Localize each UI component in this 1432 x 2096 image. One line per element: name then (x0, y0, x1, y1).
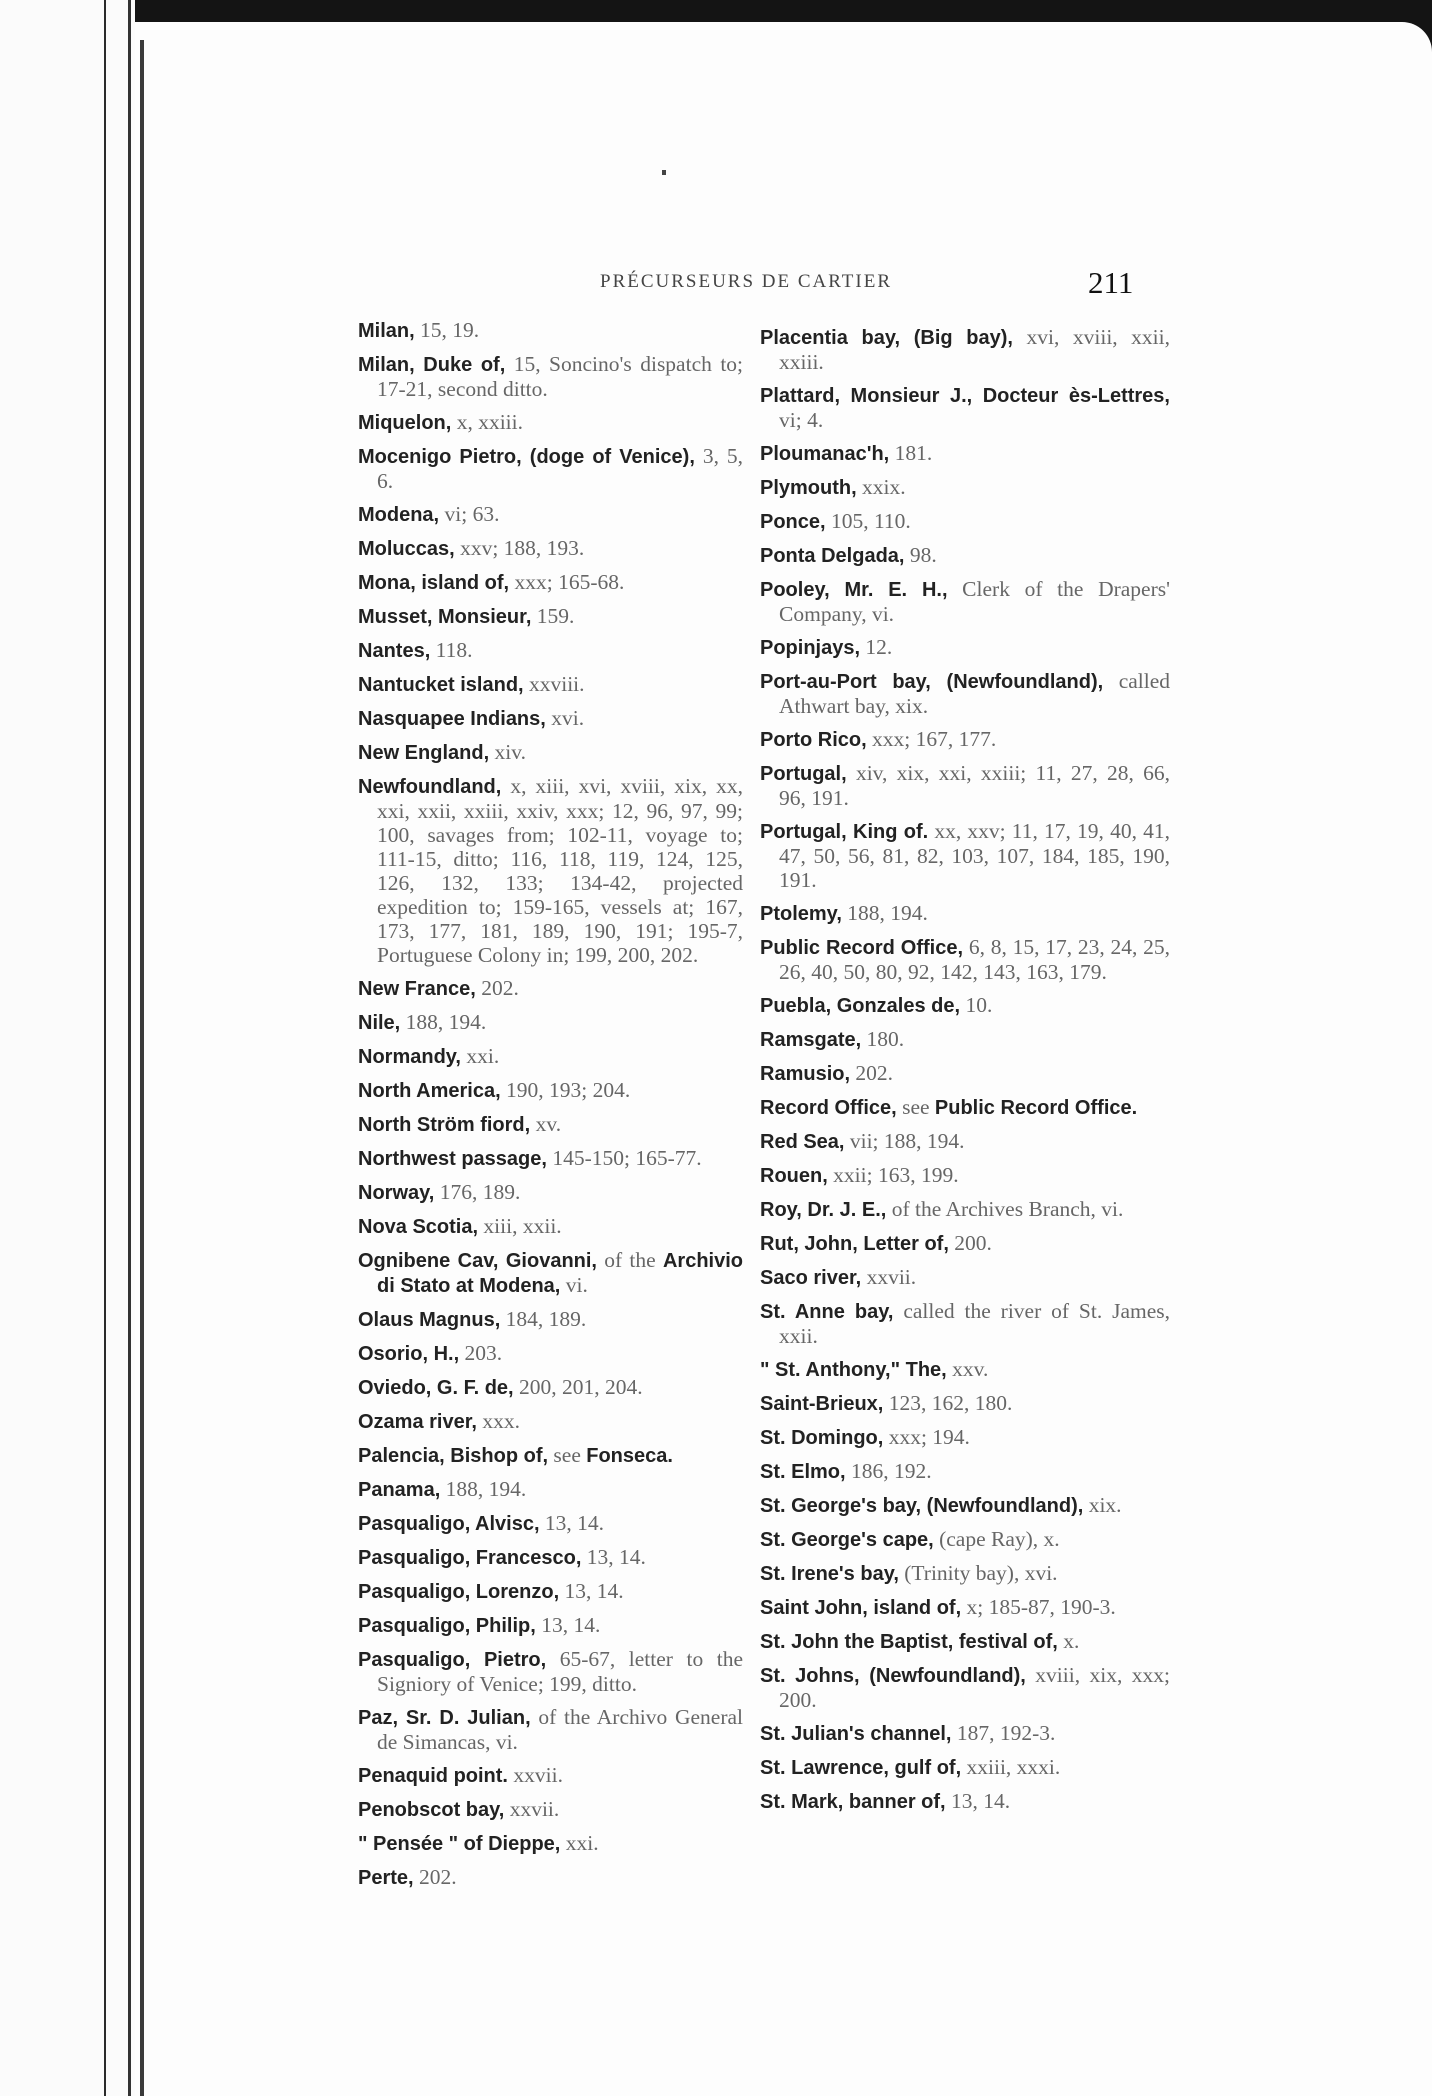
entry-references: 202. (481, 976, 519, 1000)
entry-references: xiv, xix, xxi, xxiii; 11, 27, 28, 66, 96, 191. (779, 761, 1171, 810)
index-entry (358, 1865, 743, 1890)
index-entry (760, 475, 1170, 500)
index-entry (358, 1180, 743, 1205)
index-entry (760, 1459, 1170, 1484)
entry-references: xxi. (565, 1831, 599, 1855)
entry-heading: Penaquid point. (358, 1765, 508, 1787)
entry-references: xxi. (466, 1044, 500, 1068)
entry-heading: Ploumanac'h, (760, 443, 890, 465)
entry-references: xxii; 163, 199. (833, 1163, 959, 1187)
entry-heading: St. Irene's bay, (760, 1563, 899, 1585)
entry-heading: Saint-Brieux, (760, 1393, 884, 1415)
entry-references: Clerk of the Drapers' Company, vi. (779, 577, 1170, 626)
page-binding-edge (140, 40, 144, 2096)
entry-references: 188, 194. (445, 1477, 527, 1501)
entry-references: 159. (536, 604, 575, 628)
index-entry (358, 1146, 743, 1171)
index-entry (358, 1647, 743, 1696)
index-entry (358, 638, 743, 663)
entry-references: 12. (865, 635, 893, 659)
index-entry (358, 502, 743, 527)
entry-heading: Pasqualigo, Pietro, (358, 1649, 547, 1671)
index-entry (358, 604, 743, 629)
entry-references: xvi. (551, 706, 585, 730)
index-entry (760, 901, 1170, 926)
entry-references: xxvii. (509, 1797, 560, 1821)
entry-references: 3, 5, 6. (377, 444, 744, 493)
entry-references: 6, 8, 15, 17, 23, 24, 25, 26, 40, 50, 80, 92, 142, 143, 163, 179. (779, 935, 1171, 984)
entry-heading: Moluccas, (358, 538, 455, 560)
entry-heading: St. Mark, banner of, (760, 1791, 946, 1813)
entry-references: xiv. (494, 740, 526, 764)
index-entry (358, 1579, 743, 1604)
entry-references: 13, 14. (564, 1579, 624, 1603)
entry-heading: Puebla, Gonzales de, (760, 995, 961, 1017)
index-entry (760, 635, 1170, 660)
entry-heading: Paz, Sr. D. Julian, (358, 1707, 531, 1729)
page-gutter-line (128, 0, 131, 2096)
entry-heading: Ponce, (760, 511, 826, 533)
entry-heading: Ptolemy, (760, 903, 842, 925)
entry-heading: St. George's cape, (760, 1529, 934, 1551)
index-entry (760, 1061, 1170, 1086)
entry-references: 15, Soncino's dispatch to; 17-21, second ditto. (377, 352, 744, 401)
entry-references: 176, 189. (439, 1180, 521, 1204)
index-entry (358, 1705, 743, 1754)
index-entry (760, 935, 1170, 984)
entry-references: (cape Ray), x. (939, 1527, 1060, 1551)
print-speck (662, 170, 666, 175)
entry-references: 187, 192-3. (956, 1721, 1056, 1745)
entry-heading: Portugal, (760, 763, 847, 785)
entry-heading: Ramusio, (760, 1063, 851, 1085)
entry-heading: Pooley, Mr. E. H., (760, 579, 948, 601)
index-column-right (760, 325, 1170, 1823)
entry-heading: Public Record Office, (760, 937, 964, 959)
entry-heading: St. George's bay, (Newfoundland), (760, 1495, 1084, 1517)
index-entry (760, 819, 1170, 892)
entry-heading: Miquelon, (358, 412, 452, 434)
entry-heading: Ramsgate, (760, 1029, 862, 1051)
index-entry (760, 1231, 1170, 1256)
entry-references: xxvii. (866, 1265, 917, 1289)
entry-references: xxx; 165-68. (514, 570, 625, 594)
entry-heading: North Ström fiord, (358, 1114, 531, 1136)
entry-references: 118. (435, 638, 473, 662)
entry-heading: Pasqualigo, Philip, (358, 1615, 536, 1637)
entry-heading: Saint John, island of, (760, 1597, 962, 1619)
index-entry (358, 1545, 743, 1570)
entry-references: 13, 14. (541, 1613, 601, 1637)
entry-heading: St. John the Baptist, festival of, (760, 1631, 1058, 1653)
entry-heading: Palencia, Bishop of, (358, 1445, 549, 1467)
entry-heading: Placentia bay, (Big bay), (760, 327, 1013, 349)
index-entry (358, 1511, 743, 1536)
entry-references: xxviii. (528, 672, 585, 696)
entry-heading: Popinjays, (760, 637, 861, 659)
index-entry (760, 1391, 1170, 1416)
entry-heading: Red Sea, (760, 1131, 845, 1153)
index-entry (358, 1341, 743, 1366)
entry-references: vii; 188, 194. (849, 1129, 965, 1153)
entry-references: 181. (894, 441, 933, 465)
entry-references: xxx. (482, 1409, 520, 1433)
entry-heading: Plattard, Monsieur J., Docteur ès-Lettres, (760, 385, 1170, 407)
entry-heading: " St. Anthony," The, (760, 1359, 947, 1381)
entry-heading: Milan, (358, 320, 415, 342)
index-entry (358, 1010, 743, 1035)
entry-heading: Panama, (358, 1479, 441, 1501)
index-entry (358, 1831, 743, 1856)
index-entry (760, 1129, 1170, 1154)
index-entry (760, 441, 1170, 466)
index-entry (760, 577, 1170, 626)
entry-references: xix. (1088, 1493, 1122, 1517)
entry-references: xxx; 167, 177. (872, 727, 997, 751)
index-entry (760, 1357, 1170, 1382)
index-entry (760, 1663, 1170, 1712)
entry-heading: Nasquapee Indians, (358, 708, 546, 730)
entry-heading: Northwest passage, (358, 1148, 547, 1170)
entry-heading: St. Lawrence, gulf of, (760, 1757, 962, 1779)
index-entry (358, 1443, 743, 1468)
entry-references: 15, 19. (420, 318, 480, 342)
entry-references: xxiii, xxxi. (966, 1755, 1061, 1779)
index-entry (760, 1789, 1170, 1814)
entry-heading: Roy, Dr. J. E., (760, 1199, 887, 1221)
running-header: PRÉCURSEURS DE CARTIER (600, 271, 893, 292)
entry-heading: St. Elmo, (760, 1461, 846, 1483)
entry-heading: St. Anne bay, (760, 1301, 894, 1323)
index-column-left (358, 318, 743, 1899)
entry-heading: Ognibene Cav, Giovanni, (358, 1250, 597, 1272)
entry-references: 145-150; 165-77. (552, 1146, 702, 1170)
page-gutter-line (104, 0, 106, 2096)
entry-heading: Mona, island of, (358, 572, 510, 594)
entry-references: x. (1063, 1629, 1080, 1653)
index-entry (760, 1755, 1170, 1780)
entry-references: xvi, xviii, xxii, xxiii. (779, 325, 1171, 374)
entry-heading: Record Office, (760, 1097, 897, 1119)
index-entry (358, 1409, 743, 1434)
entry-references: vi. (565, 1273, 588, 1297)
index-entry (358, 1797, 743, 1822)
entry-references: xv. (535, 1112, 562, 1136)
entry-references: see (553, 1443, 581, 1467)
entry-heading: St. Julian's channel, (760, 1723, 952, 1745)
page-number: 211 (1088, 265, 1134, 300)
entry-references: xiii, xxii. (483, 1214, 562, 1238)
index-entry (760, 1493, 1170, 1518)
entry-heading: Portugal, King of. (760, 821, 929, 843)
entry-references: 13, 14. (586, 1545, 646, 1569)
entry-heading: Olaus Magnus, (358, 1309, 501, 1331)
entry-references: 202. (855, 1061, 894, 1085)
entry-heading: Ponta Delgada, (760, 545, 905, 567)
index-entry (760, 1425, 1170, 1450)
entry-heading: Norway, (358, 1182, 435, 1204)
entry-references: vi; 4. (779, 408, 824, 432)
entry-heading: Nantes, (358, 640, 431, 662)
entry-heading: Porto Rico, (760, 729, 867, 751)
index-entry (358, 1214, 743, 1239)
entry-references: x, xxiii. (456, 410, 523, 434)
entry-heading: St. Domingo, (760, 1427, 884, 1449)
entry-references: 13, 14. (950, 1789, 1011, 1813)
index-entry (760, 727, 1170, 752)
index-entry (760, 1561, 1170, 1586)
entry-references: called the river of St. James, xxii. (779, 1299, 1171, 1348)
index-entry (760, 383, 1170, 432)
entry-heading: North America, (358, 1080, 501, 1102)
entry-heading: Nova Scotia, (358, 1216, 479, 1238)
index-entry (358, 570, 743, 595)
index-entry (358, 352, 743, 401)
index-entry (358, 444, 743, 493)
entry-heading: Public Record Office. (934, 1097, 1138, 1119)
index-entry (358, 1613, 743, 1638)
index-entry (760, 1265, 1170, 1290)
entry-heading: Port-au-Port bay, (Newfoundland), (760, 671, 1104, 693)
index-entry (760, 1629, 1170, 1654)
entry-heading: New England, (358, 742, 490, 764)
entry-heading: Perte, (358, 1867, 414, 1889)
entry-references: xx, xxv; 11, 17, 19, 40, 41, 47, 50, 56, 81, 82, 103, 107, 184, 185, 190, 191. (779, 819, 1170, 892)
entry-references: 188, 194. (847, 901, 928, 925)
entry-heading: Pasqualigo, Alvisc, (358, 1513, 540, 1535)
entry-references: of the Archivo General de Simancas, vi. (377, 1705, 743, 1754)
entry-heading: Saco river, (760, 1267, 862, 1289)
entry-references: 98. (909, 543, 937, 567)
index-entry (760, 325, 1170, 374)
index-entry (358, 536, 743, 561)
entry-heading: Osorio, H., (358, 1343, 460, 1365)
entry-references: 123, 162, 180. (888, 1391, 1013, 1415)
index-entry (358, 672, 743, 697)
entry-references: of the (604, 1248, 656, 1272)
index-entry (358, 410, 743, 435)
index-entry (358, 706, 743, 731)
entry-heading: Penobscot bay, (358, 1799, 505, 1821)
entry-references: 188, 194. (405, 1010, 487, 1034)
entry-references: 202. (418, 1865, 457, 1889)
index-entry (358, 774, 743, 967)
entry-heading: Fonseca. (586, 1445, 673, 1467)
entry-references: x; 185-87, 190-3. (966, 1595, 1116, 1619)
index-entry (760, 543, 1170, 568)
index-entry (760, 1163, 1170, 1188)
entry-references: x, xiii, xvi, xviii, xix, xx, xxi, xxii, xxiii, xxiv, xxx; 12, 96, 97, 99; 100, savages from; 102-11, voyage to; 111-15, ditto; 116, 118, 119, 124, 125, 126, 132, 133; 134-42, projected expedition to; 159-165, vessels at; 167, 173, 177, 181, 189, 190, 191; 195-7, Portuguese Colony in; 199, 200, 202. (377, 774, 744, 967)
entry-references: of the Archives Branch, vi. (891, 1197, 1124, 1221)
entry-references: 190, 193; 204. (506, 1078, 631, 1102)
entry-heading: Archivio di Stato at Modena, (377, 1250, 743, 1297)
entry-heading: Nile, (358, 1012, 401, 1034)
index-entry (760, 1595, 1170, 1620)
entry-references: (Trinity bay), xvi. (904, 1561, 1058, 1585)
entry-heading: Plymouth, (760, 477, 857, 499)
entry-heading: Ozama river, (358, 1411, 477, 1433)
index-entry (358, 1112, 743, 1137)
entry-heading: Oviedo, G. F. de, (358, 1377, 514, 1399)
entry-heading: St. Johns, (Newfoundland), (760, 1665, 1026, 1687)
entry-references: 200, 201, 204. (518, 1375, 643, 1399)
entry-heading: " Pensée " of Dieppe, (358, 1833, 561, 1855)
entry-references: 200. (954, 1231, 992, 1255)
entry-references: see (902, 1095, 930, 1119)
index-entry (760, 993, 1170, 1018)
entry-heading: Nantucket island, (358, 674, 524, 696)
index-entry (760, 1299, 1170, 1348)
index-entry (358, 1044, 743, 1069)
index-entry (760, 1721, 1170, 1746)
index-entry (760, 1095, 1170, 1120)
entry-references: 184, 189. (505, 1307, 587, 1331)
index-entry (358, 1307, 743, 1332)
entry-heading: Pasqualigo, Francesco, (358, 1547, 582, 1569)
entry-heading: Rut, John, Letter of, (760, 1233, 949, 1255)
entry-references: called Athwart bay, xix. (779, 669, 1171, 718)
entry-references: 10. (965, 993, 993, 1017)
entry-references: 65-67, letter to the Signiory of Venice; 199, ditto. (377, 1647, 743, 1696)
facing-page-edge (0, 0, 135, 2096)
entry-references: vi; 63. (444, 502, 500, 526)
index-entry (760, 1527, 1170, 1552)
entry-heading: Mocenigo Pietro, (doge of Venice), (358, 446, 695, 468)
index-entry (358, 976, 743, 1001)
entry-heading: Normandy, (358, 1046, 461, 1068)
entry-references: 105, 110. (830, 509, 911, 533)
entry-heading: Musset, Monsieur, (358, 606, 532, 628)
entry-references: 203. (464, 1341, 503, 1365)
entry-references: xxv; 188, 193. (460, 536, 585, 560)
entry-heading: New France, (358, 978, 476, 1000)
index-entry (760, 669, 1170, 718)
entry-heading: Milan, Duke of, (358, 354, 506, 376)
index-entry (358, 1375, 743, 1400)
entry-heading: Rouen, (760, 1165, 828, 1187)
entry-references: xviii, xix, xxx; 200. (779, 1663, 1170, 1712)
entry-references: xxix. (862, 475, 906, 499)
index-entry (358, 740, 743, 765)
index-entry (358, 1477, 743, 1502)
entry-heading: Pasqualigo, Lorenzo, (358, 1581, 560, 1603)
entry-heading: Newfoundland, (358, 776, 502, 798)
entry-references: 13, 14. (544, 1511, 605, 1535)
index-entry (358, 318, 743, 343)
entry-heading: Modena, (358, 504, 440, 526)
index-entry (358, 1078, 743, 1103)
entry-references: 186, 192. (850, 1459, 932, 1483)
index-entry (760, 509, 1170, 534)
index-entry (760, 1197, 1170, 1222)
index-entry (760, 1027, 1170, 1052)
index-entry (358, 1763, 743, 1788)
entry-references: xxv. (952, 1357, 989, 1381)
entry-references: xxx; 194. (888, 1425, 970, 1449)
entry-references: 180. (866, 1027, 905, 1051)
entry-references: xxvii. (513, 1763, 563, 1787)
index-entry (358, 1248, 743, 1298)
index-entry (760, 761, 1170, 810)
